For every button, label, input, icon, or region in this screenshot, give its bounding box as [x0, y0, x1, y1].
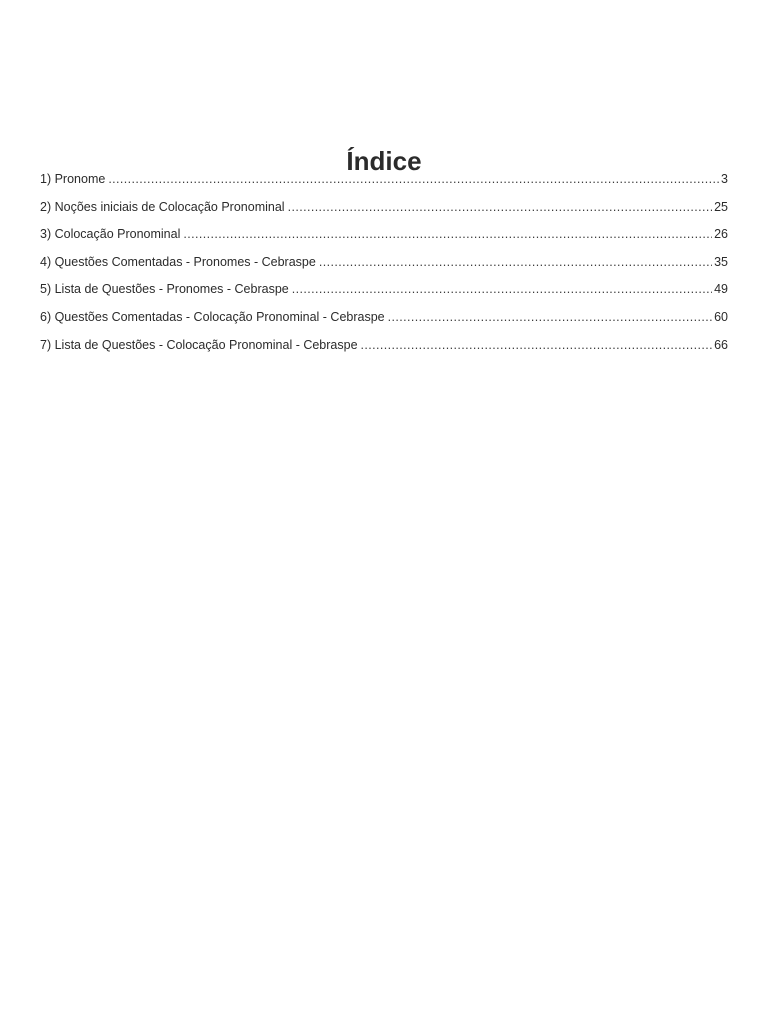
toc-entry-page: 3 [721, 172, 728, 186]
toc-entry-7 [40, 335, 728, 363]
toc-entry-2 [40, 197, 728, 225]
toc-dot-leader [108, 169, 719, 189]
toc-entry-page: 35 [714, 254, 728, 269]
toc-dot-leader [183, 224, 712, 244]
toc-dot-leader [388, 307, 712, 327]
toc-entry-6 [40, 307, 728, 335]
toc-entry-page: 60 [714, 309, 728, 324]
toc-dot-leader [292, 279, 712, 299]
toc-entry-page: 25 [714, 199, 728, 214]
toc-entry-3 [40, 224, 728, 252]
toc-dot-leader [288, 197, 713, 217]
toc-entry-label: 1) Pronome [40, 172, 106, 186]
table-of-contents [40, 169, 728, 362]
toc-entry-page: 49 [714, 282, 728, 297]
toc-entry-label: 6) Questões Comentadas - Colocação Pronominal - Cebraspe [40, 309, 385, 324]
toc-entry-1 [40, 169, 728, 197]
toc-dot-leader [319, 252, 712, 272]
toc-entry-label: 7) Lista de Questões - Colocação Pronominal - Cebraspe [40, 337, 358, 352]
toc-entry-page: 26 [714, 227, 728, 242]
index-title: Índice [346, 146, 422, 177]
toc-entry-label: 5) Lista de Questões - Pronomes - Cebraspe [40, 282, 289, 297]
toc-entry-4 [40, 252, 728, 280]
toc-entry-label: 3) Colocação Pronominal [40, 227, 181, 242]
toc-entry-label: 2) Noções iniciais de Colocação Pronominal [40, 199, 285, 214]
toc-entry-page: 66 [714, 337, 728, 352]
toc-dot-leader [361, 335, 713, 355]
toc-entry-5 [40, 279, 728, 307]
toc-entry-label: 4) Questões Comentadas - Pronomes - Cebraspe [40, 254, 316, 269]
